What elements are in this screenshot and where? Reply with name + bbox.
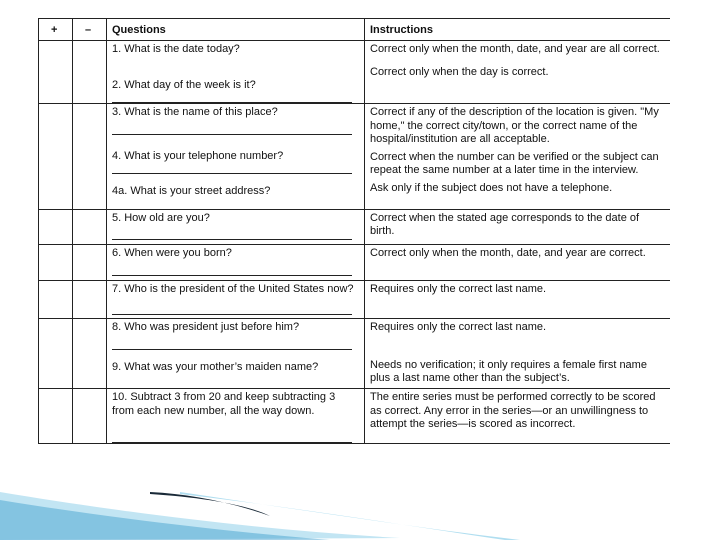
instruction-cell [365,104,671,210]
instruction-text: Correct only when the day is correct. [370,65,549,78]
question-cell [107,245,365,281]
plus-score-cell[interactable] [39,104,73,210]
minus-score-cell[interactable] [73,280,107,319]
dark-swoosh [150,492,270,516]
plus-score-cell[interactable] [39,245,73,281]
minus-score-cell[interactable] [73,389,107,444]
question-cell [107,389,365,444]
table-row [39,280,671,319]
instruction-cell [365,319,671,389]
minus-score-cell[interactable] [73,319,107,389]
question-text: 3. What is the name of this place? [112,106,278,118]
instruction-cell [365,41,671,104]
table-row [39,319,671,389]
minus-score-cell[interactable] [73,209,107,245]
instruction-cell [365,389,671,444]
minus-score-cell[interactable] [73,104,107,210]
table-row [39,41,671,104]
table-row [39,245,671,281]
question-text: 6. When were you born? [112,247,232,259]
question-text: 7. Who is the president of the United States now? [112,282,354,295]
instruction-cell [365,280,671,319]
question-text: 1. What is the date today? [112,43,240,55]
table-row [39,389,671,444]
question-text: 4. What is your telephone number? [112,149,284,162]
instruction-cell [365,245,671,281]
table-row [39,104,671,210]
question-cell [107,41,365,104]
instruction-text: Correct if any of the description of the location is given. "My home," the correct city/town, or the correct name of the hospital/institution are all acceptable. [370,106,659,145]
slide-footer-decoration [0,492,720,540]
header-minus: – [73,19,107,41]
instruction-text: Correct only when the month, date, and year are all correct. [370,43,660,55]
question-text: 5. How old are you? [112,211,210,224]
plus-score-cell[interactable] [39,280,73,319]
instruction-cell [365,209,671,245]
answer-line[interactable] [112,442,352,443]
instruction-text: Correct when the number can be verified or the subject can repeat the same number at a later time in the interview. [370,150,659,176]
instruction-text: Requires only the correct last name. [370,282,547,295]
instruction-text: Correct only when the month, date, and year are correct. [370,247,646,259]
header-plus: + [39,19,73,41]
plus-score-cell[interactable] [39,319,73,389]
question-text: 10. Subtract 3 from 20 and keep subtracting 3 from each new number, all the way down. [112,391,336,417]
instruction-text: Correct when the stated age corresponds to the date of birth. [370,211,640,237]
plus-score-cell[interactable] [39,41,73,104]
question-text: 9. What was your mother’s maiden name? [112,360,319,373]
question-text: 8. Who was president just before him? [112,321,300,333]
instruction-text: Requires only the correct last name. [370,321,547,333]
instruction-text: The entire series must be performed correctly to be scored as correct. Any error in the series—or an unwillingness to attempt the series—is scored as incorrect. [370,391,656,430]
question-cell [107,209,365,245]
header-row [39,19,671,41]
question-text: 2. What day of the week is it? [112,78,256,91]
instruction-text: Needs no verification; it only requires a female first name plus a last name other than the subject’s. [370,358,647,384]
plus-score-cell[interactable] [39,209,73,245]
header-instructions: Instructions [365,19,671,41]
plus-score-cell[interactable] [39,389,73,444]
question-cell [107,319,365,389]
question-cell [107,280,365,319]
minus-score-cell[interactable] [73,41,107,104]
instruction-text: Ask only if the subject does not have a telephone. [370,181,613,194]
header-questions: Questions [107,19,365,41]
minus-score-cell[interactable] [73,245,107,281]
table-row [39,209,671,245]
question-cell [107,104,365,210]
question-text: 4a. What is your street address? [112,185,271,197]
questionnaire-table [38,18,670,444]
questionnaire-sheet [38,18,670,506]
